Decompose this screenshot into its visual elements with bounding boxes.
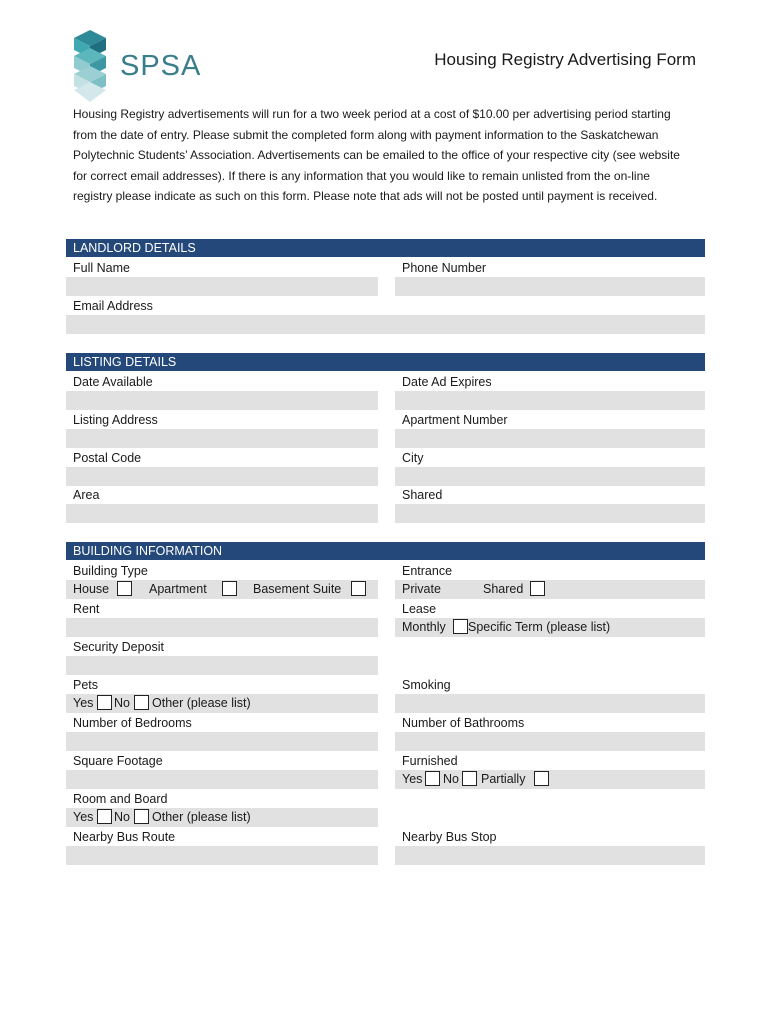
square-footage-field[interactable] xyxy=(66,770,378,789)
house-checkbox[interactable] xyxy=(117,581,132,596)
pets-label: Pets xyxy=(73,678,99,692)
city-field[interactable] xyxy=(395,467,705,486)
room-board-yes-checkbox[interactable] xyxy=(97,809,112,824)
monthly-checkbox[interactable] xyxy=(453,619,468,634)
pets-yes-label: Yes xyxy=(73,696,94,710)
phone-number-field[interactable] xyxy=(395,277,705,296)
apartment-option-label: Apartment xyxy=(149,582,207,596)
intro-paragraph: Housing Registry advertisements will run for a two week period at a cost of $10.00 per advertising period starting from the date of entry. Please submit the completed form along with payment information to the Saskatchewan Polytechnic Students’ Association. Advertisements can be emailed to the office of your respective city (see website for correct email addresses). If there is any information that you would like to remain unlisted from the on-line registry please indicate as such on this form. Please note that ads will not be posted until payment is received. xyxy=(73,107,680,204)
room-board-no-label: No xyxy=(114,810,130,824)
lease-options xyxy=(395,618,705,637)
page-title: Housing Registry Advertising Form xyxy=(434,50,696,69)
city-label: City xyxy=(402,451,424,465)
apartment-number-label: Apartment Number xyxy=(402,413,508,427)
postal-code-label: Postal Code xyxy=(73,451,142,465)
specific-term-option-label: Specific Term (please list) xyxy=(468,620,611,634)
furnished-partially-label: Partially xyxy=(481,772,526,786)
bedrooms-label: Number of Bedrooms xyxy=(73,716,192,730)
bus-route-label: Nearby Bus Route xyxy=(73,830,176,844)
building-type-label: Building Type xyxy=(73,564,148,578)
smoking-field[interactable] xyxy=(395,694,705,713)
phone-number-label: Phone Number xyxy=(402,261,487,275)
basement-suite-checkbox[interactable] xyxy=(351,581,366,596)
area-field[interactable] xyxy=(66,504,378,523)
listing-address-label: Listing Address xyxy=(73,413,158,427)
email-address-field[interactable] xyxy=(66,315,705,334)
section-header-listing: LISTING DETAILS xyxy=(66,353,705,371)
section-header-landlord: LANDLORD DETAILS xyxy=(66,239,705,257)
apartment-checkbox[interactable] xyxy=(222,581,237,596)
postal-code-field[interactable] xyxy=(66,467,378,486)
room-board-no-checkbox[interactable] xyxy=(134,809,149,824)
date-ad-expires-field[interactable] xyxy=(395,391,705,410)
pets-yes-checkbox[interactable] xyxy=(97,695,112,710)
logo-text: SPSA xyxy=(120,50,202,82)
bus-stop-field[interactable] xyxy=(395,846,705,865)
section-header-building: BUILDING INFORMATION xyxy=(66,542,705,560)
monthly-option-label: Monthly xyxy=(402,620,446,634)
date-ad-expires-label: Date Ad Expires xyxy=(402,375,492,389)
smoking-label: Smoking xyxy=(402,678,451,692)
furnished-label: Furnished xyxy=(402,754,458,768)
room-board-options xyxy=(66,808,378,827)
bus-stop-label: Nearby Bus Stop xyxy=(402,830,497,844)
full-name-field[interactable] xyxy=(66,277,378,296)
shared-entrance-option-label: Shared xyxy=(483,582,524,596)
apartment-number-field[interactable] xyxy=(395,429,705,448)
date-available-label: Date Available xyxy=(73,375,153,389)
furnished-no-checkbox[interactable] xyxy=(462,771,477,786)
basement-suite-option-label: Basement Suite xyxy=(253,582,342,596)
house-option-label: House xyxy=(73,582,110,596)
shared-entrance-checkbox[interactable] xyxy=(530,581,545,596)
room-board-yes-label: Yes xyxy=(73,810,94,824)
bathrooms-label: Number of Bathrooms xyxy=(402,716,525,730)
bathrooms-field[interactable] xyxy=(395,732,705,751)
building-type-options xyxy=(66,580,378,599)
email-address-label: Email Address xyxy=(73,299,153,313)
bedrooms-field[interactable] xyxy=(66,732,378,751)
entrance-options xyxy=(395,580,705,599)
square-footage-label: Square Footage xyxy=(73,754,163,768)
pets-no-checkbox[interactable] xyxy=(134,695,149,710)
full-name-label: Full Name xyxy=(73,261,130,275)
pets-options xyxy=(66,694,378,713)
entrance-label: Entrance xyxy=(402,564,453,578)
furnished-partially-checkbox[interactable] xyxy=(534,771,549,786)
lease-label: Lease xyxy=(402,602,437,616)
furnished-options xyxy=(395,770,705,789)
furnished-yes-checkbox[interactable] xyxy=(425,771,440,786)
pets-no-label: No xyxy=(114,696,130,710)
furnished-yes-label: Yes xyxy=(402,772,423,786)
room-and-board-label: Room and Board xyxy=(73,792,168,806)
security-deposit-label: Security Deposit xyxy=(73,640,165,654)
private-option-label: Private xyxy=(402,582,441,596)
rent-label: Rent xyxy=(73,602,100,616)
rent-field[interactable] xyxy=(66,618,378,637)
area-label: Area xyxy=(73,488,100,502)
furnished-no-label: No xyxy=(443,772,459,786)
bus-route-field[interactable] xyxy=(66,846,378,865)
shared-field[interactable] xyxy=(395,504,705,523)
date-available-field[interactable] xyxy=(66,391,378,410)
security-deposit-field[interactable] xyxy=(66,656,378,675)
pets-other-label: Other (please list) xyxy=(152,696,251,710)
room-board-other-label: Other (please list) xyxy=(152,810,251,824)
listing-address-field[interactable] xyxy=(66,429,378,448)
shared-label: Shared xyxy=(402,488,443,502)
